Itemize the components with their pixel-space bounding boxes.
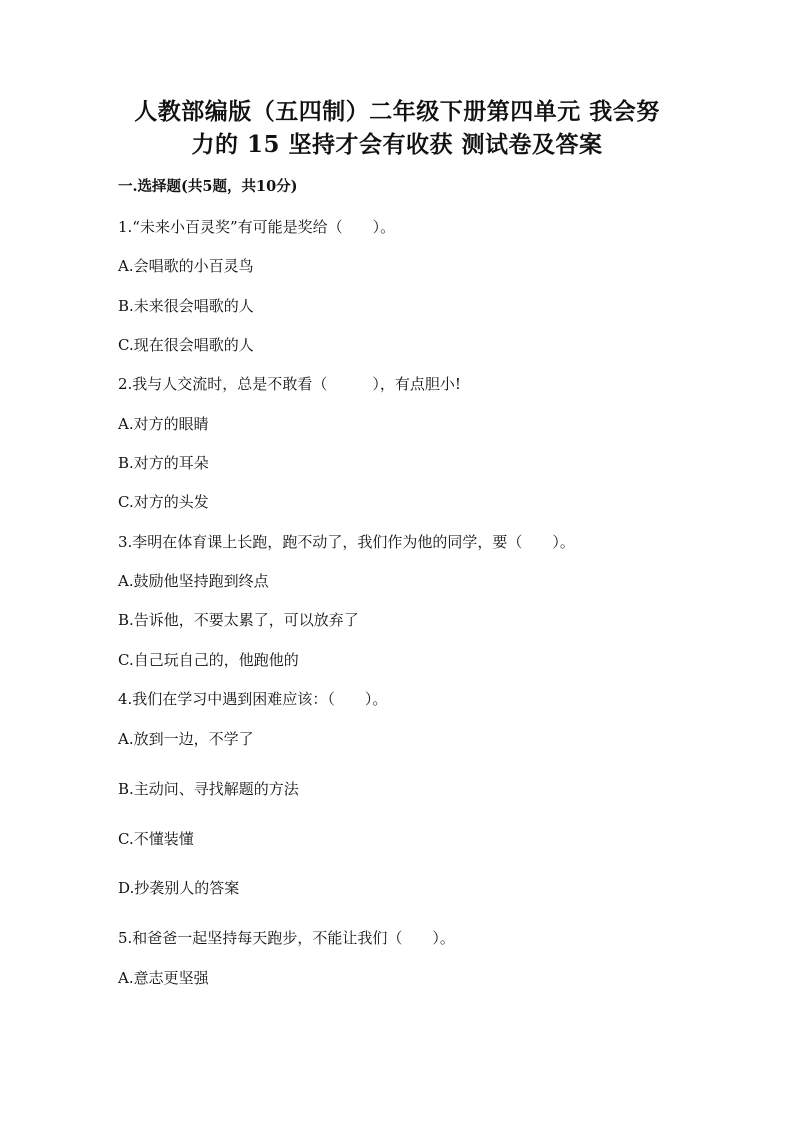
- question-4-option-b: B.主动问、寻找解题的方法: [118, 780, 299, 798]
- document-title-line-1: 人教部编版（五四制）二年级下册第四单元 我会努: [134, 98, 660, 125]
- document-title-line-2: 力的 15 坚持才会有收获 测试卷及答案: [191, 131, 603, 158]
- question-1-stem: 1.“未来小百灵奖”有可能是奖给（ ）。: [118, 218, 396, 236]
- question-2-option-c: C.对方的头发: [118, 493, 209, 511]
- question-1-option-b: B.未来很会唱歌的人: [118, 297, 254, 315]
- question-1-option-c: C.现在很会唱歌的人: [118, 336, 254, 354]
- question-5-option-a: A.意志更坚强: [118, 969, 209, 987]
- question-4-option-a: A.放到一边，不学了: [118, 730, 254, 748]
- question-2-option-a: A.对方的眼睛: [118, 415, 209, 433]
- question-4-option-d: D.抄袭别人的答案: [118, 879, 240, 897]
- question-4-option-c: C.不懂装懂: [118, 830, 194, 848]
- question-3-option-b: B.告诉他，不要太累了，可以放弃了: [118, 611, 359, 629]
- question-5-stem: 5.和爸爸一起坚持每天跑步，不能让我们（ ）。: [118, 929, 455, 947]
- question-3-stem: 3.李明在体育课上长跑，跑不动了，我们作为他的同学，要（ ）。: [118, 533, 575, 551]
- question-2-option-b: B.对方的耳朵: [118, 454, 209, 472]
- question-2-stem: 2.我与人交流时，总是不敢看（ ），有点胆小!: [118, 375, 461, 393]
- question-3-option-a: A.鼓励他坚持跑到终点: [118, 572, 269, 590]
- question-3-option-c: C.自己玩自己的，他跑他的: [118, 651, 299, 669]
- question-4-stem: 4.我们在学习中遇到困难应该：（ ）。: [118, 690, 388, 708]
- section-heading: 一.选择题(共5题，共10分): [118, 178, 298, 195]
- question-1-option-a: A.会唱歌的小百灵鸟: [118, 257, 254, 275]
